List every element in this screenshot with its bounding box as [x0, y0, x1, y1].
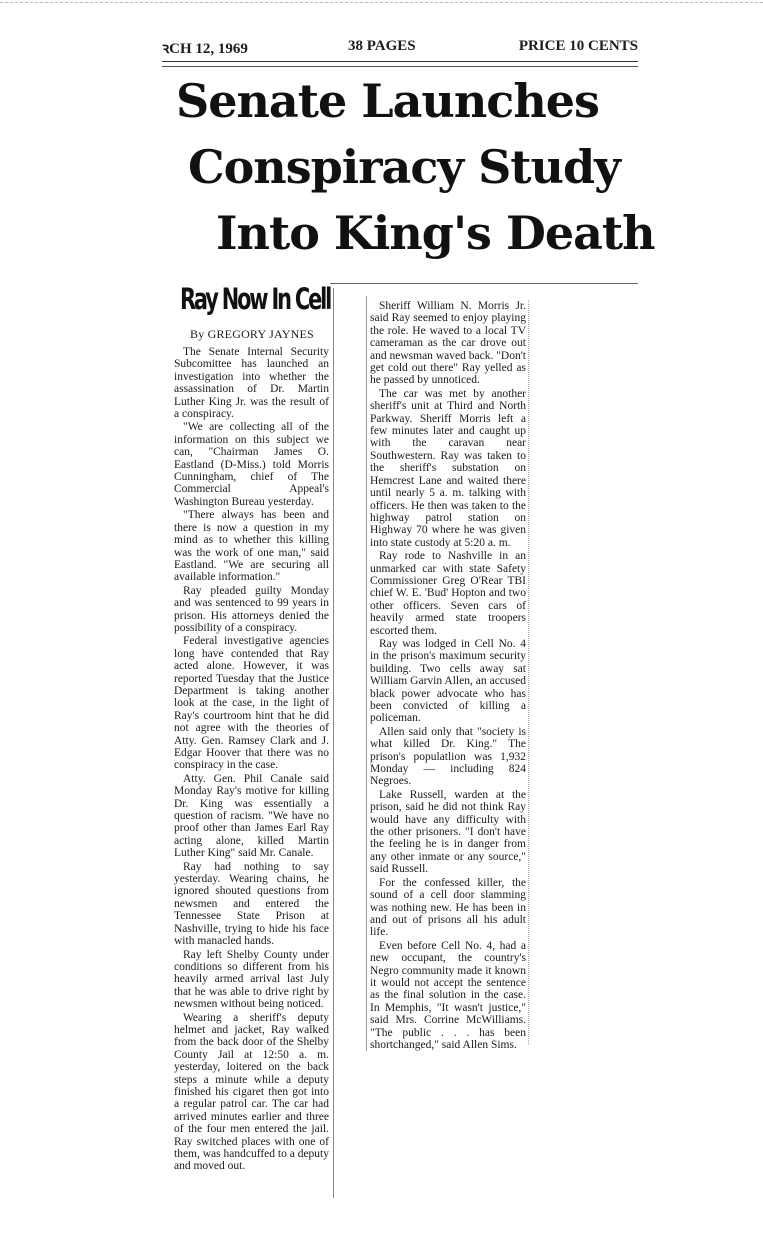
paragraph: The car was met by another sheriff's unit at Third and North Parkway. Sheriff Morris left a few minutes later and caught up with the caravan near Southwestern. Ray was taken to the sheriff's substation on Hemcrest Lane and waited there until nearly 5 a. m. talking with officers. He then was taken to the highway patrol station on Highway 70 where he was given into state custody at 5:20 a. m. — [370, 387, 526, 549]
article-kicker: Ray Now In Cell — [180, 282, 331, 316]
paragraph: Allen said only that "society is what killed Dr. King." The prison's populatlion was 1,932 Monday — including 824 Negroes. — [370, 725, 526, 788]
paragraph: Wearing a sheriff's deputy helmet and jacket, Ray walked from the back door of the Shelby County Jail at 12:50 a. m. yesterday, loitered on the back steps a minute while a deputy finished his cigaret then got into a regular patrol car. The car had arrived minutes earlier and three of the four men entered the jail. Ray switched places with one of them, was handcuffed to a deputy and moved out. — [174, 1011, 329, 1173]
masthead-rule — [162, 61, 638, 62]
headline — [160, 74, 655, 274]
masthead-rule-thin — [162, 66, 638, 67]
page-count: 38 PAGES — [348, 38, 416, 54]
article-column-1 — [174, 346, 329, 1174]
paragraph: Ray left Shelby County under conditions so different from his heavily armed arrival last July that he was able to drive right by newsmen without being noticed. — [174, 948, 329, 1011]
headline-line-1: Senate Launches — [176, 74, 599, 128]
paragraph: Sheriff William N. Morris Jr. said Ray seemed to enjoy playing the role. He waved to a local TV cameraman as the car drove out and newsman waved back. "Don't get cold out there" Ray yelled as he passed by unnoticed. — [370, 300, 526, 387]
paragraph: The Senate Internal Security Subcomittee has launched an investigation into whether the assassination of Dr. Martin Luther King Jr. was the result of a conspiracy. — [174, 346, 329, 421]
headline-line-3: Into King's Death — [216, 206, 655, 260]
article-column-2 — [370, 300, 526, 1052]
byline: By GREGORY JAYNES — [190, 327, 314, 341]
paragraph: Even before Cell No. 4, had a new occupant, the country's Negro community made it known it would not accept the sentence as the final solution in the case. In Memphis, "It wasn't justice," said Mrs. Corrine McWilliams. "The public . . . has been shortchanged," said Allen Sims. — [370, 939, 526, 1051]
clipping-edge — [0, 2, 763, 3]
paragraph: Ray pleaded guilty Monday and was sentenced to 99 years in prison. His attorneys denied the possibility of a conspiracy. — [174, 584, 329, 634]
paragraph: Ray had nothing to say yesterday. Wearing chains, he ignored shouted questions from newsmen and entered the Tennessee State Prison at Nashville, trying to hide his face with manacled hands. — [174, 860, 329, 948]
headline-rule — [330, 283, 638, 284]
paragraph: "There always has been and there is now a question in my mind as to whether this killing was the work of one man," said Eastland. "We are securing all available information." — [174, 509, 329, 584]
issue-date: ꝛCH 12, 1969 — [162, 41, 248, 57]
column-divider — [528, 300, 529, 1045]
paragraph: Lake Russell, warden at the prison, said he did not think Ray would have any difficulty with the other prisoners. "I don't have the feeling he is in danger from any other inmate or any source," said Russell. — [370, 788, 526, 876]
paragraph: Ray was lodged in Cell No. 4 in the prison's maximum security building. Two cells away sat William Garvin Allen, an accused black power advocate who has been convicted of killing a policeman. — [370, 637, 526, 725]
headline-line-2: Conspiracy Study — [188, 140, 620, 194]
paragraph: "We are collecting all of the information on this subject we can, "Chairman James O. Eastland (D-Miss.) told Morris Cunningham, chief of The Commercial Appeal's Washington Bureau yesterday. — [174, 421, 329, 508]
paragraph: Federal investigative agencies long have contended that Ray acted alone. However, it was reported Tuesday that the Justice Department is taking another look at the case, in the light of Ray's courtroom hint that he did not agree with the theories of Atty. Gen. Ramsey Clark and J. Edgar Hoover that there was no conspiracy in the case. — [174, 635, 329, 772]
column-divider — [333, 288, 334, 1198]
masthead — [162, 38, 638, 60]
paragraph: Ray rode to Nashville in an unmarked car with state Safety Commissioner Greg O'Rear TBI chief W. E. 'Bud' Hopton and two other officers. Seven cars of heavily armed state troopers escorted them. — [370, 550, 526, 637]
column-divider — [366, 296, 367, 1051]
paragraph: Atty. Gen. Phil Canale said Monday Ray's motive for killing Dr. King was essentially a question of racism. "We have no proof other than James Earl Ray acting alone, killed Martin Luther King" said Mr. Canale. — [174, 772, 329, 860]
paragraph: For the confessed killer, the sound of a cell door slamming was nothing new. He has been in and out of prisons all his adult life. — [370, 876, 526, 939]
price: PRICE 10 CENTS — [518, 38, 638, 54]
